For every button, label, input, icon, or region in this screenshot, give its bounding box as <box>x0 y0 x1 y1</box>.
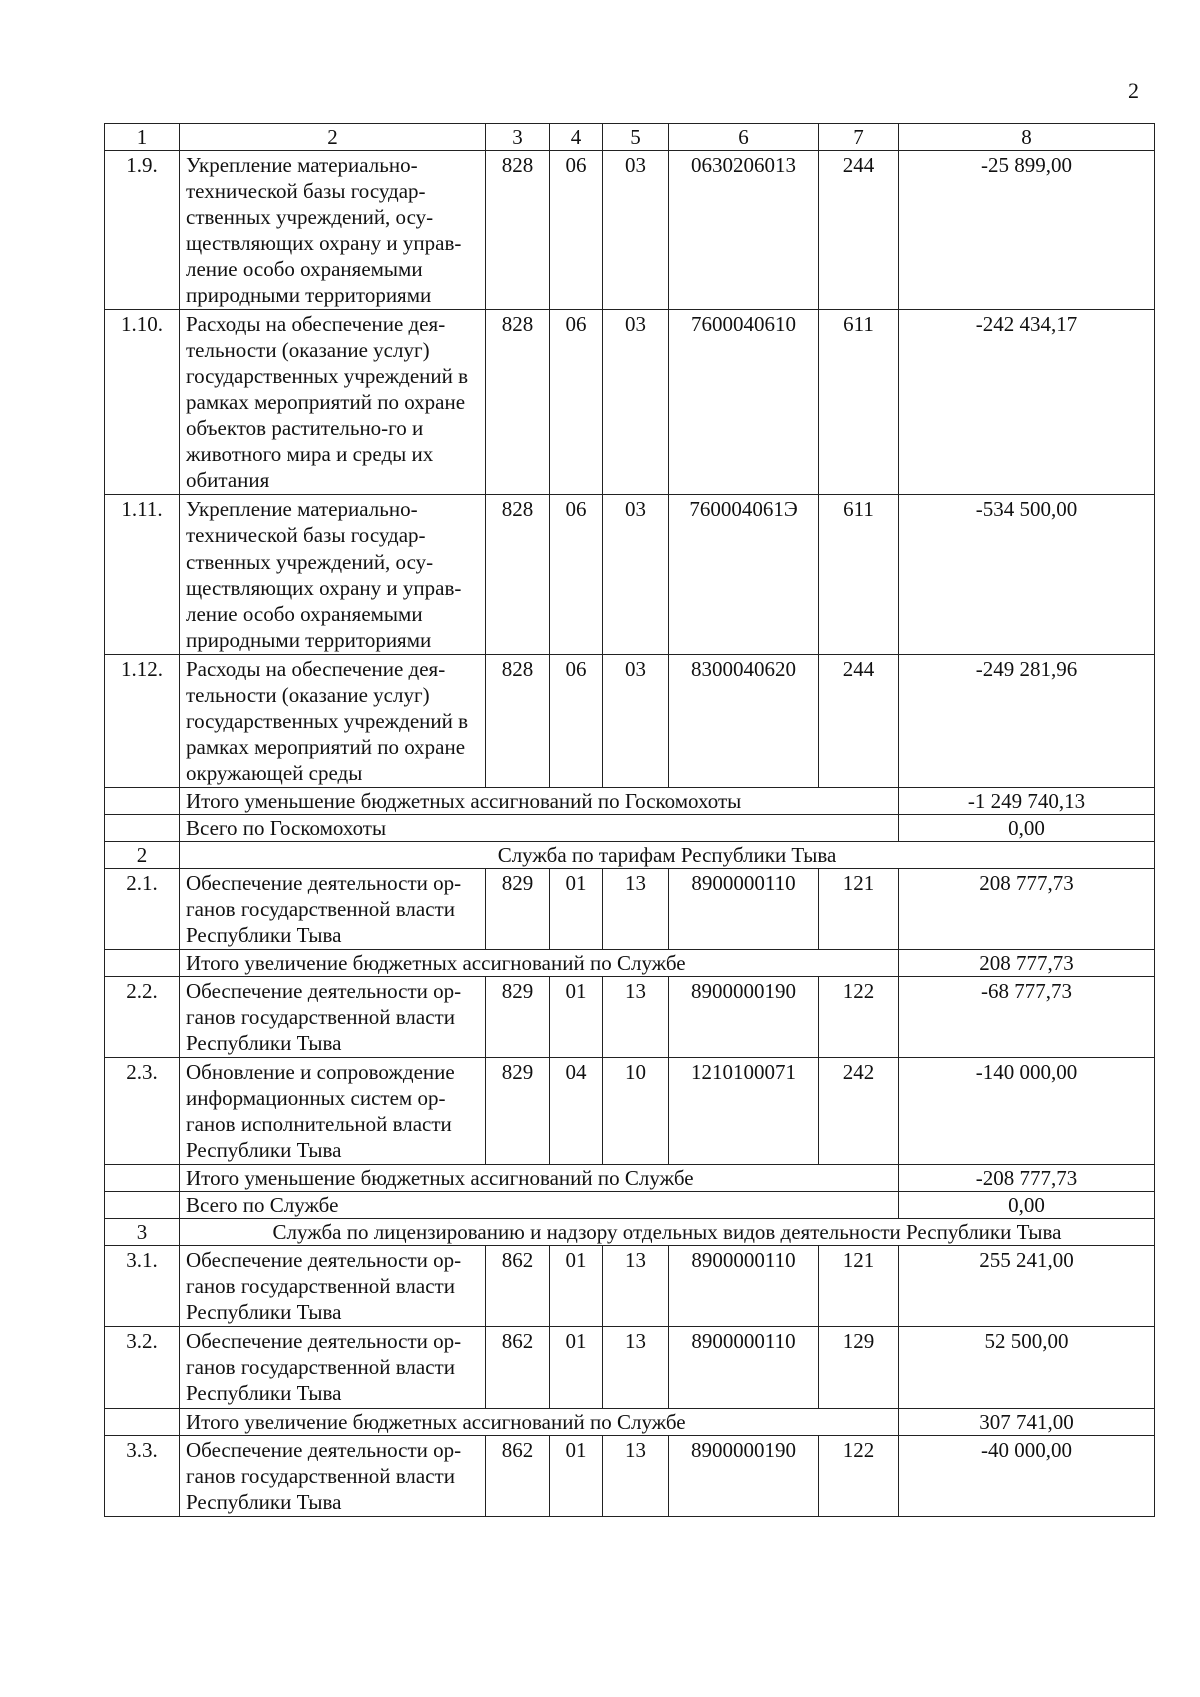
code-cell: 611 <box>819 495 899 654</box>
amount-cell: -249 281,96 <box>899 654 1155 787</box>
row-description: Укрепление материально-технической базы государ-ственных учреждений, осу-ществляющих охрану и управ-ление особо охраняемыми природными территориями <box>180 495 486 654</box>
header-cell: 5 <box>603 124 669 151</box>
code-cell: 828 <box>486 151 550 310</box>
total-label: Итого увеличение бюджетных ассигнований по Службе <box>180 949 899 976</box>
section-row <box>105 1219 1155 1246</box>
code-cell: 121 <box>819 1246 899 1327</box>
code-cell: 01 <box>550 868 603 949</box>
row-description: Обеспечение деятельности ор-ганов государственной власти Республики Тыва <box>180 1327 486 1408</box>
row-number: 3.3. <box>105 1435 180 1516</box>
total-row <box>105 1165 1155 1192</box>
code-cell: 13 <box>603 1435 669 1516</box>
code-cell: 828 <box>486 495 550 654</box>
code-cell: 121 <box>819 868 899 949</box>
code-cell: 8300040620 <box>669 654 819 787</box>
table-row <box>105 1246 1155 1327</box>
code-cell: 13 <box>603 1246 669 1327</box>
row-description: Обеспечение деятельности ор-ганов государственной власти Республики Тыва <box>180 1435 486 1516</box>
code-cell: 242 <box>819 1058 899 1165</box>
code-cell: 04 <box>550 1058 603 1165</box>
code-cell: 01 <box>550 977 603 1058</box>
table-row <box>105 868 1155 949</box>
row-number: 3.2. <box>105 1327 180 1408</box>
section-row <box>105 841 1155 868</box>
row-number: 1.9. <box>105 151 180 310</box>
total-amount: 208 777,73 <box>899 949 1155 976</box>
page-number: 2 <box>1128 78 1139 103</box>
code-cell: 828 <box>486 310 550 495</box>
code-cell: 0630206013 <box>669 151 819 310</box>
total-row <box>105 1192 1155 1219</box>
empty-cell <box>105 1165 180 1192</box>
amount-cell: -140 000,00 <box>899 1058 1155 1165</box>
row-description: Расходы на обеспечение дея-тельности (оказание услуг) государственных учреждений в рамках мероприятий по охране объектов растительно-го и животного мира и среды их обитания <box>180 310 486 495</box>
total-row <box>105 787 1155 814</box>
total-label: Итого уменьшение бюджетных ассигнований по Госкомохоты <box>180 787 899 814</box>
total-row <box>105 949 1155 976</box>
amount-cell: 255 241,00 <box>899 1246 1155 1327</box>
code-cell: 01 <box>550 1246 603 1327</box>
amount-cell: -68 777,73 <box>899 977 1155 1058</box>
code-cell: 8900000110 <box>669 1327 819 1408</box>
code-cell: 829 <box>486 977 550 1058</box>
table-body <box>105 124 1155 1517</box>
code-cell: 244 <box>819 654 899 787</box>
row-number: 2.2. <box>105 977 180 1058</box>
code-cell: 03 <box>603 310 669 495</box>
row-description: Обновление и сопровождение информационных систем ор-ганов исполнительной власти Республики Тыва <box>180 1058 486 1165</box>
header-cell: 3 <box>486 124 550 151</box>
amount-cell: -534 500,00 <box>899 495 1155 654</box>
total-amount: -1 249 740,13 <box>899 787 1155 814</box>
table-row <box>105 977 1155 1058</box>
row-number: 1.12. <box>105 654 180 787</box>
amount-cell: -25 899,00 <box>899 151 1155 310</box>
total-label: Итого уменьшение бюджетных ассигнований по Службе <box>180 1165 899 1192</box>
header-cell: 4 <box>550 124 603 151</box>
code-cell: 8900000110 <box>669 1246 819 1327</box>
code-cell: 862 <box>486 1246 550 1327</box>
code-cell: 8900000190 <box>669 1435 819 1516</box>
code-cell: 03 <box>603 151 669 310</box>
row-number: 2.3. <box>105 1058 180 1165</box>
code-cell: 611 <box>819 310 899 495</box>
table-row <box>105 495 1155 654</box>
section-title: Служба по тарифам Республики Тыва <box>180 841 1155 868</box>
code-cell: 829 <box>486 868 550 949</box>
table-row <box>105 310 1155 495</box>
code-cell: 01 <box>550 1327 603 1408</box>
code-cell: 06 <box>550 654 603 787</box>
total-row <box>105 1408 1155 1435</box>
section-title: Служба по лицензированию и надзору отдельных видов деятельности Республики Тыва <box>180 1219 1155 1246</box>
header-cell: 1 <box>105 124 180 151</box>
code-cell: 862 <box>486 1435 550 1516</box>
header-cell: 8 <box>899 124 1155 151</box>
total-label: Всего по Госкомохоты <box>180 814 899 841</box>
table-row <box>105 1435 1155 1516</box>
empty-cell <box>105 949 180 976</box>
code-cell: 8900000110 <box>669 868 819 949</box>
empty-cell <box>105 787 180 814</box>
code-cell: 10 <box>603 1058 669 1165</box>
code-cell: 13 <box>603 1327 669 1408</box>
header-cell: 7 <box>819 124 899 151</box>
header-row <box>105 124 1155 151</box>
code-cell: 06 <box>550 310 603 495</box>
amount-cell: 52 500,00 <box>899 1327 1155 1408</box>
code-cell: 129 <box>819 1327 899 1408</box>
total-amount: 0,00 <box>899 1192 1155 1219</box>
header-cell: 6 <box>669 124 819 151</box>
table-row <box>105 1058 1155 1165</box>
row-description: Укрепление материально-технической базы государ-ственных учреждений, осу-ществляющих охрану и управ-ление особо охраняемыми природными территориями <box>180 151 486 310</box>
code-cell: 122 <box>819 1435 899 1516</box>
row-description: Расходы на обеспечение дея-тельности (оказание услуг) государственных учреждений в рамках мероприятий по охране окружающей среды <box>180 654 486 787</box>
row-description: Обеспечение деятельности ор-ганов государственной власти Республики Тыва <box>180 868 486 949</box>
code-cell: 06 <box>550 151 603 310</box>
total-label: Итого увеличение бюджетных ассигнований по Службе <box>180 1408 899 1435</box>
amount-cell: -40 000,00 <box>899 1435 1155 1516</box>
amount-cell: -242 434,17 <box>899 310 1155 495</box>
code-cell: 03 <box>603 654 669 787</box>
row-number: 1.10. <box>105 310 180 495</box>
code-cell: 13 <box>603 977 669 1058</box>
total-amount: 307 741,00 <box>899 1408 1155 1435</box>
table-row <box>105 654 1155 787</box>
total-amount: 0,00 <box>899 814 1155 841</box>
code-cell: 8900000190 <box>669 977 819 1058</box>
amount-cell: 208 777,73 <box>899 868 1155 949</box>
code-cell: 13 <box>603 868 669 949</box>
code-cell: 862 <box>486 1327 550 1408</box>
table-row <box>105 151 1155 310</box>
empty-cell <box>105 1192 180 1219</box>
row-description: Обеспечение деятельности ор-ганов государственной власти Республики Тыва <box>180 1246 486 1327</box>
empty-cell <box>105 1408 180 1435</box>
code-cell: 06 <box>550 495 603 654</box>
table-row <box>105 1327 1155 1408</box>
code-cell: 828 <box>486 654 550 787</box>
code-cell: 03 <box>603 495 669 654</box>
row-number: 3.1. <box>105 1246 180 1327</box>
code-cell: 7600040610 <box>669 310 819 495</box>
section-number: 2 <box>105 841 180 868</box>
code-cell: 01 <box>550 1435 603 1516</box>
section-number: 3 <box>105 1219 180 1246</box>
budget-table <box>104 123 1155 1517</box>
header-cell: 2 <box>180 124 486 151</box>
total-row <box>105 814 1155 841</box>
total-amount: -208 777,73 <box>899 1165 1155 1192</box>
code-cell: 829 <box>486 1058 550 1165</box>
code-cell: 760004061Э <box>669 495 819 654</box>
total-label: Всего по Службе <box>180 1192 899 1219</box>
row-number: 1.11. <box>105 495 180 654</box>
row-description: Обеспечение деятельности ор-ганов государственной власти Республики Тыва <box>180 977 486 1058</box>
row-number: 2.1. <box>105 868 180 949</box>
empty-cell <box>105 814 180 841</box>
code-cell: 1210100071 <box>669 1058 819 1165</box>
code-cell: 244 <box>819 151 899 310</box>
code-cell: 122 <box>819 977 899 1058</box>
